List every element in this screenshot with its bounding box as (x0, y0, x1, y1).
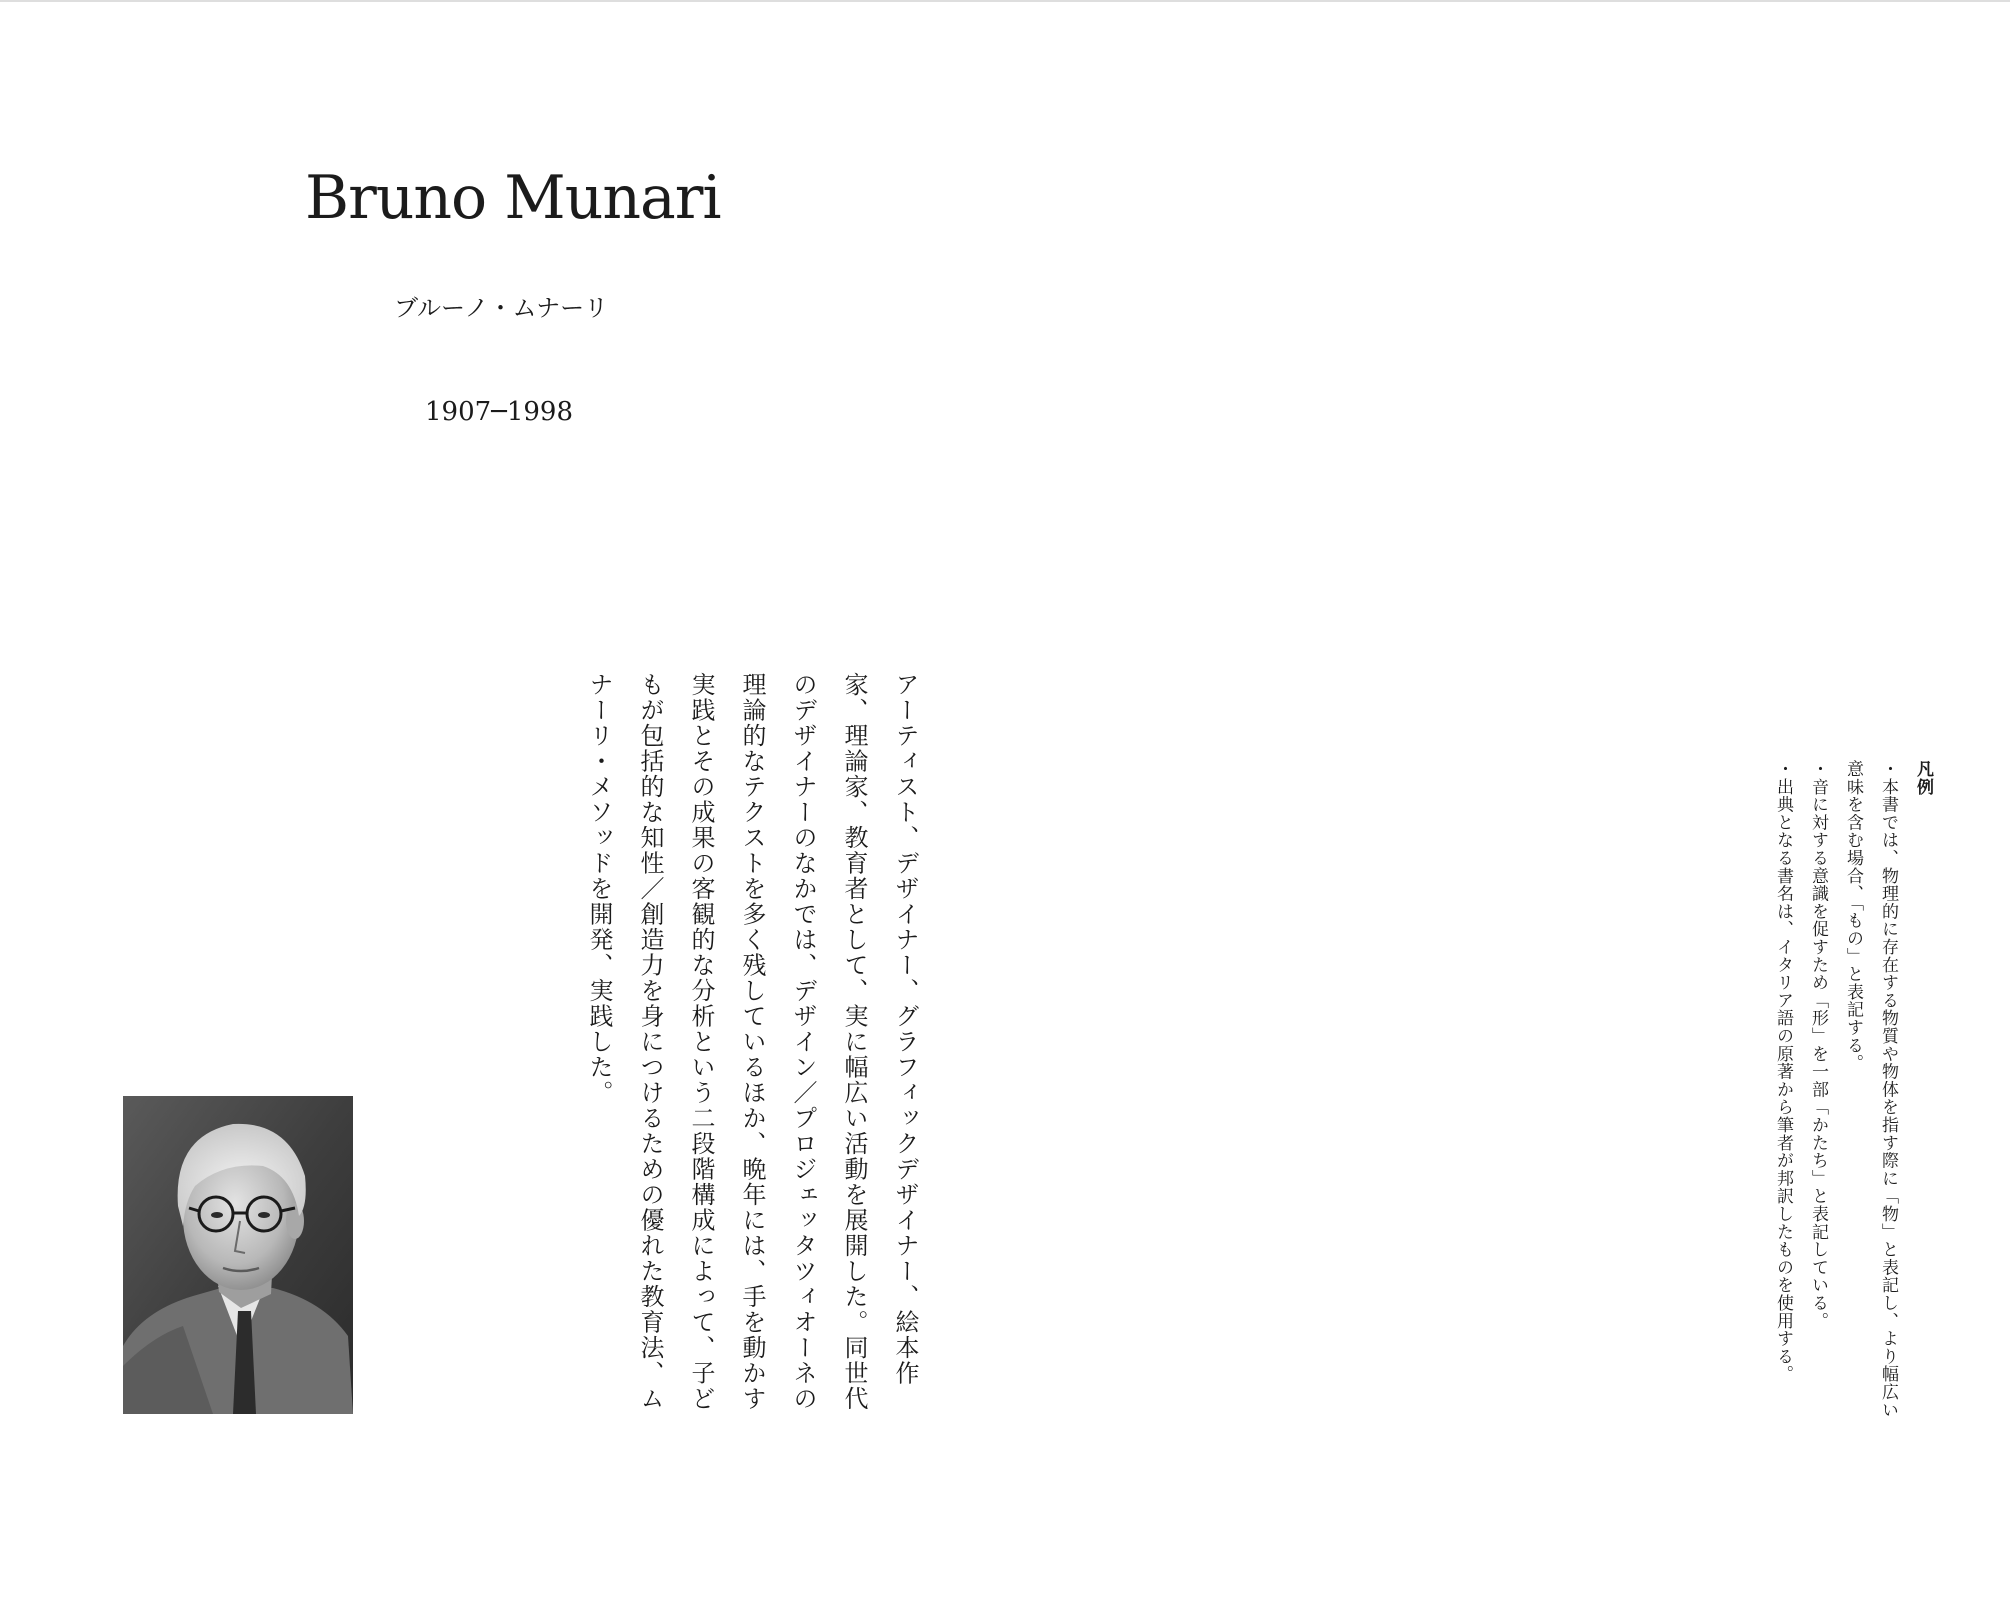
life-years: 1907─1998 (425, 397, 573, 427)
portrait-photo (123, 1096, 353, 1414)
notes-item: ・音に対する意識を促すため「形」を一部「かたち」と表記している。 (1808, 760, 1828, 1330)
editorial-notes (1750, 760, 1940, 1420)
top-rule (0, 0, 2010, 2)
notes-item: ・本書では、物理的に存在する物質や物体を指す際に「物」と表記し、より幅広い意味を含む場合、「もの」と表記する。 (1843, 760, 1898, 1419)
name-title: Bruno Munari (305, 163, 721, 233)
biography-paragraph: アーティスト、デザイナー、グラフィックデザイナー、絵本作家、理論家、教育者として、実に幅広い活動を展開した。同世代のデザイナーのなかでは、デザイン／プロジェッタツィオーネの理論的なテクストを多く残しているほか、晩年には、手を動かす実践とその成果の客観的な分析という二段階構成によって、子どもが包括的な知性／創造力を身につけるための優れた教育法、ムナーリ・メソッドを開発、実践した。 (585, 672, 919, 1412)
notes-heading: 凡例 (1913, 760, 1933, 796)
biography-text (550, 672, 930, 1427)
notes-list (1765, 760, 1905, 1420)
notes-item: ・出典となる書名は、イタリア語の原著から筆者が邦訳したものを使用する。 (1773, 760, 1793, 1383)
name-kana: ブルーノ・ムナーリ (394, 294, 609, 322)
